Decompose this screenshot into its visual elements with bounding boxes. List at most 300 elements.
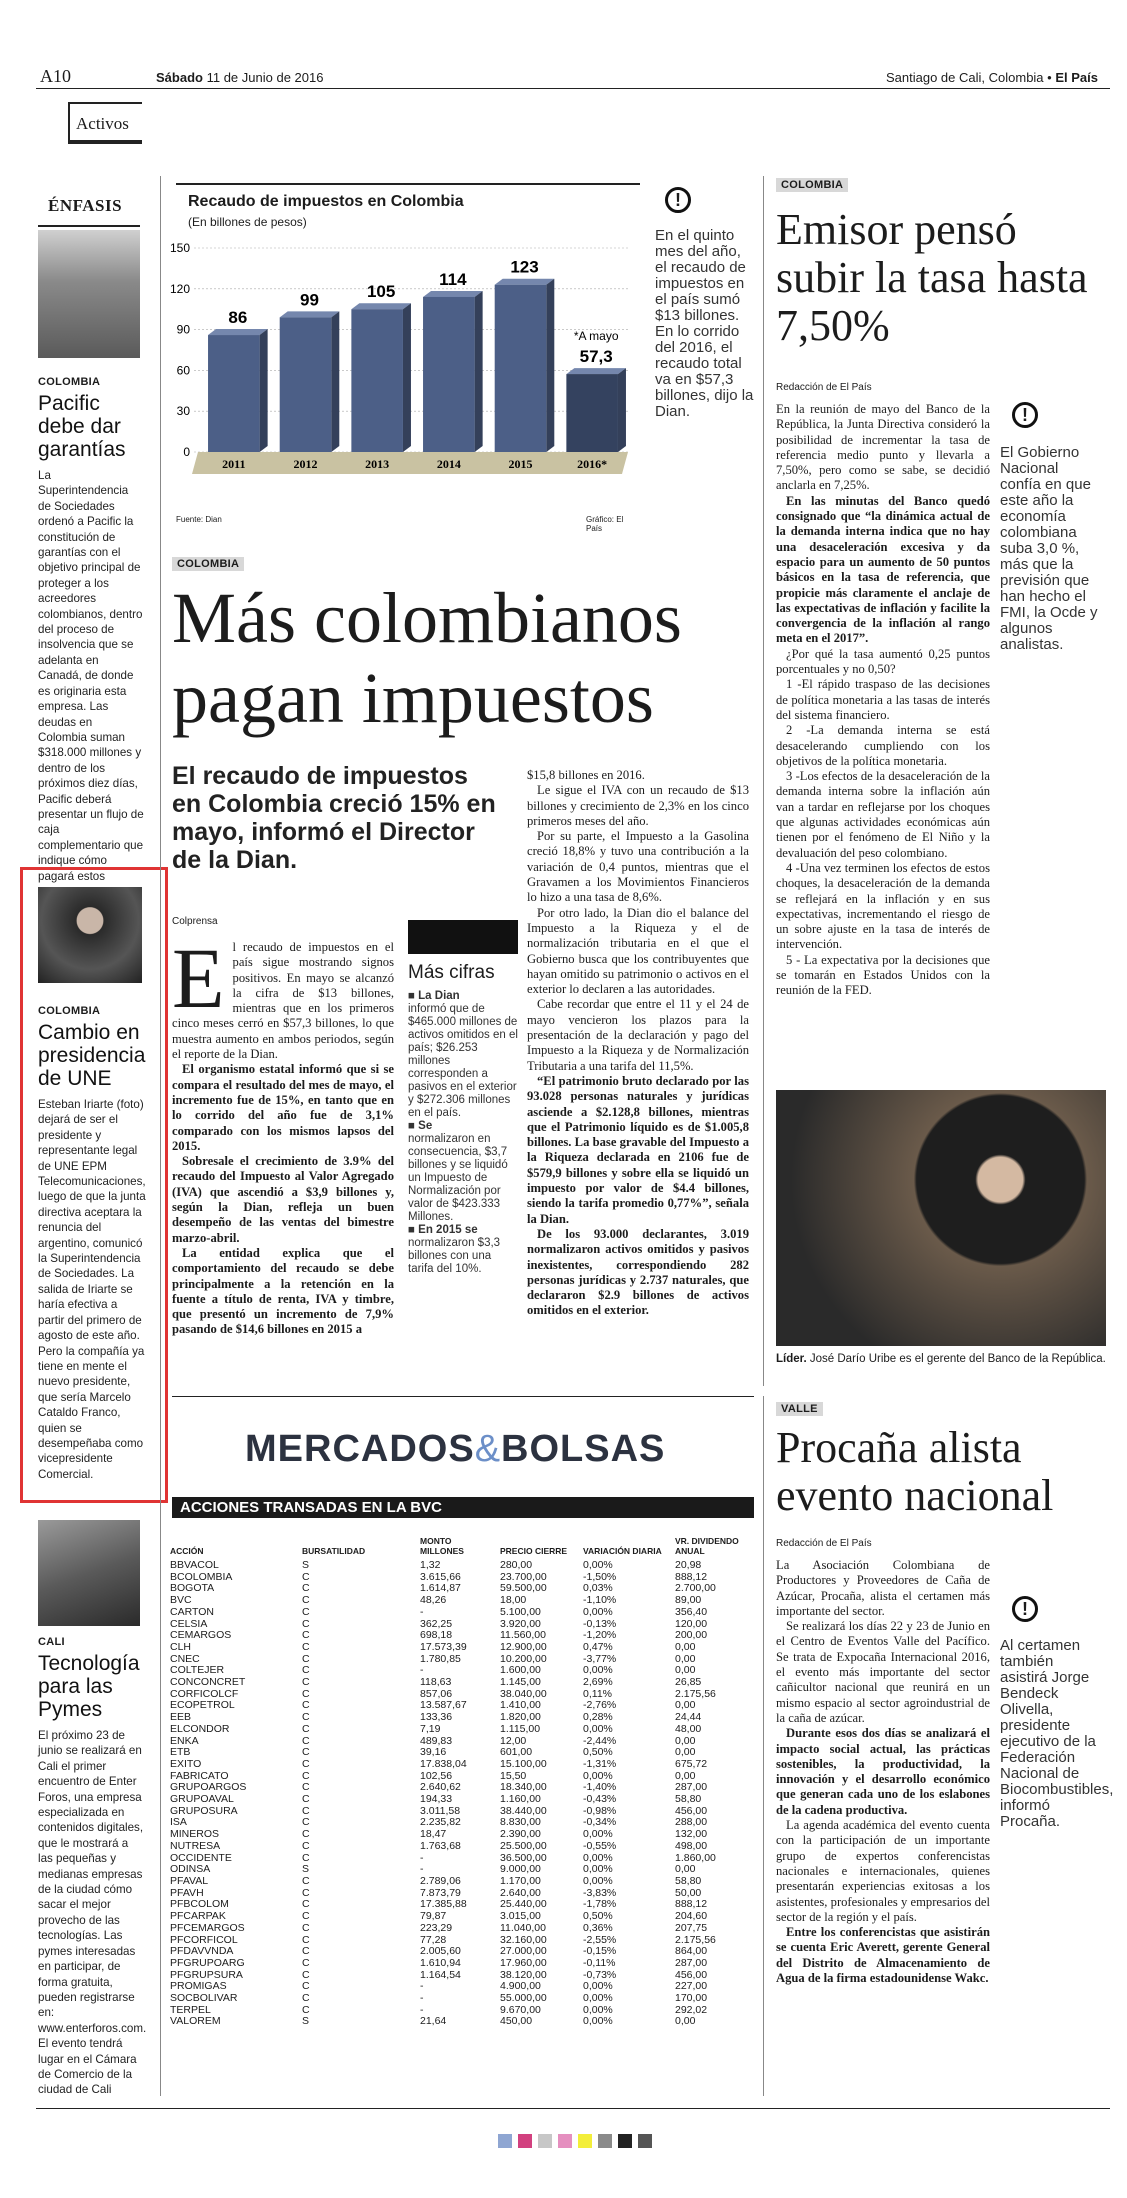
table-row <box>168 1923 753 1935</box>
table-cell: CNEC <box>170 1652 200 1665</box>
table-cell: 1.145,00 <box>500 1676 541 1689</box>
swatch-1 <box>498 2134 512 2148</box>
table-cell: C <box>302 1980 310 1993</box>
table-cell: GRUPOAVAL <box>170 1793 234 1806</box>
table-row <box>168 1560 753 1572</box>
chart-value-label: 57,3 <box>579 347 613 367</box>
page-date-text: 11 de Junio de 2016 <box>206 70 324 85</box>
table-row <box>168 1619 753 1631</box>
table-cell: C <box>302 1828 310 1841</box>
table-cell: 11.040,00 <box>500 1921 546 1934</box>
table-cell: 362,25 <box>420 1617 453 1630</box>
table-cell: 1.170,00 <box>500 1874 541 1887</box>
table-cell: 0,00% <box>583 1874 613 1887</box>
table-cell: 1.763,68 <box>420 1839 461 1852</box>
table-cell: -0,15% <box>583 1945 617 1958</box>
table-cell: 0,00 <box>675 1769 696 1782</box>
main-p11: De los 93.000 declarantes, 3.019 normalizaron activos omitidos y pasivos inexistentes, correspondiendo 282 personas jurídicas y 2.737 naturales, que declararon $2.9 billones de activos omitidos en el exterior. <box>527 1226 749 1318</box>
procana-p1: La Asociación Colombiana de Productores y Proveedores de Caña de Azúcar, Procaña, alista el certamen más importante del sector. <box>776 1558 990 1618</box>
table-header-row <box>168 1524 753 1560</box>
table-cell: 38.040,00 <box>500 1687 547 1700</box>
table-cell: 17.385,88 <box>420 1898 467 1911</box>
table-row <box>168 1583 753 1595</box>
chart-bar <box>280 317 332 452</box>
table-cell: -1,50% <box>583 1570 617 1583</box>
emisor-photo <box>776 1090 1106 1346</box>
table-cell: 9.000,00 <box>500 1863 541 1876</box>
chart-bar-top <box>495 279 555 285</box>
main-p6: Le sigue el IVA con un recaudo de $13 billones y crecimiento de 2,3% en los cinco primeros meses del año. <box>527 783 749 828</box>
emisor-p4: 1 -El rápido traspaso de las decisiones de política monetaria a las tasas de interés del sistema financiero. <box>776 677 990 722</box>
table-cell: 280,00 <box>500 1559 533 1571</box>
main-byline: Colprensa <box>172 916 218 927</box>
table-cell: PFCARPAK <box>170 1910 226 1923</box>
table-cell: C <box>302 1676 310 1689</box>
table-row <box>168 2005 753 2017</box>
s1-title: Pacific debe dar garantías <box>38 392 126 461</box>
table-cell: 194,33 <box>420 1793 453 1806</box>
table-cell: 77,28 <box>420 1933 447 1946</box>
procana-note-icon: ! <box>1012 1596 1038 1622</box>
table-cell: 11.560,00 <box>500 1629 546 1642</box>
main-p4: La entidad explica que el comportamiento del recaudo se debe principalmente a la retención en la fuente a título de renta, IVA y timbre, que presentó un incremento de 7,9% pasando de $14,6 billones en 2015 a <box>172 1245 394 1337</box>
table-cell: 7,19 <box>420 1722 441 1735</box>
table-cell: 356,40 <box>675 1605 708 1618</box>
table-cell: -3,77% <box>583 1652 617 1665</box>
header-rule <box>36 88 1110 89</box>
table-row <box>168 1607 753 1619</box>
table-cell: C <box>302 1617 310 1630</box>
pymes-photo <box>38 1520 140 1626</box>
table-cell: 10.200,00 <box>500 1652 547 1665</box>
table-cell: 0,11% <box>583 1687 612 1700</box>
table-cell: GRUPOARGOS <box>170 1781 247 1794</box>
table-row <box>168 1970 753 1982</box>
mas-t3: normalizaron $3,3 billones con una tarifa del 10%. <box>408 1237 501 1275</box>
procana-p4: La agenda académica del evento cuenta con la participación de un importante grupo de expertos conferencistas nacionales e internacionales, quienes presentarán experiencias exitosas a los asistentes, profesionales y empresarios del sector de la región y el país. <box>776 1818 990 1924</box>
table-cell: C <box>302 1629 310 1642</box>
chart-ytick: 120 <box>169 281 190 296</box>
table-cell: 2.789,06 <box>420 1874 461 1887</box>
table-row <box>168 1794 753 1806</box>
emisor-p6: 3 -Los efectos de la desaceleración de la demanda interna sobre la inflación aún van a tardar en reflejarse por los choques que algunas actividades económicas aún tienen por el fenómeno de El Niño y la devaluación del peso colombiano. <box>776 769 990 860</box>
table-cell: 32.160,00 <box>500 1933 547 1946</box>
chart-value-label: 99 <box>300 290 319 310</box>
table-cell: PROMIGAS <box>170 1980 227 1993</box>
color-bar <box>498 2134 658 2153</box>
table-cell: -0,13% <box>583 1617 617 1630</box>
chart-bar <box>495 285 547 452</box>
chart-bar-side <box>475 291 483 452</box>
table-cell: 498,00 <box>675 1839 708 1852</box>
table-cell: 0,47% <box>583 1640 613 1653</box>
table-cell: - <box>420 2003 424 2016</box>
chart-ytick: 90 <box>176 322 190 337</box>
table-cell: ETB <box>170 1746 191 1759</box>
table-cell: 25.440,00 <box>500 1898 547 1911</box>
table-cell: 3.615,66 <box>420 1570 461 1583</box>
main-p8: Por otro lado, la Dian dio el balance del Impuesto a la Riqueza y el de normalización tributaria en el que el Gobierno busca que los contribuyentes que hayan omitido su patrimonio o activos en el exterior lo declaren a las autoridades. <box>527 905 749 997</box>
table-cell: 0,00 <box>675 2015 696 2028</box>
s2-title: Cambio en presidencia de UNE <box>38 1021 146 1090</box>
chart-ytick: 150 <box>169 241 190 255</box>
chart-xtick: 2015 <box>508 457 533 471</box>
procana-byline: Redacción de El País <box>776 1538 872 1549</box>
table-cell: C <box>302 1711 310 1724</box>
table-row <box>168 1642 753 1654</box>
table-cell: 0,00 <box>675 1863 696 1876</box>
table-cell: PFDAVVNDA <box>170 1945 234 1958</box>
table-cell: - <box>420 1980 424 1993</box>
chart-value-label: 114 <box>439 269 467 289</box>
chart-svg <box>169 225 640 525</box>
s3-text: El próximo 23 de junio se realizará en Cali el primer encuentro de Enter Foros, una empresa especializada en contenidos digitales, que le mostrará a las pequeñas y medianas empresas de la ciudad cómo sacar el mejor provecho de las tecnologías. Las pymes interesadas en participar, de forma gratuita, pueden registrarse en: www.enterforos.com. El evento tendrá lugar en el Cámara de Comercio de la ciudad de Cali <box>38 1729 147 2097</box>
emisor-byline: Redacción de El País <box>776 382 872 393</box>
table-cell: 2.700,00 <box>675 1582 716 1595</box>
table-cell: C <box>302 1839 310 1852</box>
table-cell: 1.610,94 <box>420 1956 461 1969</box>
main-kicker: COLOMBIA <box>172 557 244 571</box>
table-cell: C <box>302 1594 310 1607</box>
chart-xtick: 2011 <box>222 457 246 471</box>
table-cell: -2,55% <box>583 1933 617 1946</box>
table-cell: 0,00% <box>583 1722 613 1735</box>
table-cell: 36.500,00 <box>500 1851 547 1864</box>
table-cell: 79,87 <box>420 1910 447 1923</box>
table-cell: 864,00 <box>675 1945 708 1958</box>
table-cell: 132,00 <box>675 1828 708 1841</box>
mas-h2-label: Se <box>418 1120 433 1132</box>
table-cell: C <box>302 1605 310 1618</box>
chart-note: En el quinto mes del año, el recaudo de impuestos en el país sumó $13 billones. En lo corrido del 2016, el recaudo total va en $57,3 billones, dijo la Dian. <box>655 227 754 420</box>
une-photo <box>38 887 142 983</box>
table-cell: C <box>302 1886 310 1899</box>
mas-cifras-box <box>408 920 518 1276</box>
table-cell: C <box>302 2003 310 2016</box>
table-cell: S <box>302 1559 310 1571</box>
table-cell: 2,69% <box>583 1676 613 1689</box>
table-cell: -0,11% <box>583 1956 616 1969</box>
page-day: Sábado <box>156 70 203 85</box>
chart-xtick: 2012 <box>293 457 318 471</box>
chart-bar <box>566 374 618 452</box>
table-cell: -2,44% <box>583 1734 617 1747</box>
main-p9: Cabe recordar que entre el 11 y el 24 de mayo vencieron los plazos para la presentación de la declaración y pago del Impuesto a la Riqueza y de Normalización Tributaria a una tarifa del 11,5%. <box>527 997 749 1073</box>
main-headline-1: Más colombianos <box>172 578 682 658</box>
chart-bar-top <box>280 311 340 317</box>
section-underline <box>70 140 142 144</box>
swatch-5 <box>578 2134 592 2148</box>
table-cell: 26,85 <box>675 1676 702 1689</box>
table-cell: 0,00 <box>675 1746 696 1759</box>
table-cell: ELCONDOR <box>170 1722 230 1735</box>
table-cell: -1,10% <box>583 1594 617 1607</box>
table-cell: C <box>302 1898 310 1911</box>
table-cell: 18,00 <box>500 1594 527 1607</box>
table-header-cell: BURSATILIDAD <box>302 1546 366 1556</box>
table-cell: 1.614,87 <box>420 1582 461 1595</box>
table-cell: C <box>302 1874 310 1887</box>
chart-value-label: 86 <box>228 308 248 328</box>
table-cell: 39,16 <box>420 1746 447 1759</box>
chart-bar <box>351 309 403 452</box>
table-cell: PFAVAL <box>170 1874 209 1887</box>
main-p5: $15,8 billones en 2016. <box>527 768 645 782</box>
table-row <box>168 1712 753 1724</box>
table-cell: C <box>302 1640 310 1653</box>
s3-title: Tecnología para las Pymes <box>38 1652 140 1721</box>
emisor-caption <box>776 1352 1106 1366</box>
table-cell: C <box>302 1652 310 1665</box>
table-cell: 17.838,04 <box>420 1757 467 1770</box>
table-cell: 0,00% <box>583 1769 613 1782</box>
table-cell: 1.860,00 <box>675 1851 716 1864</box>
table-cell: C <box>302 1933 310 1946</box>
table-cell: - <box>420 1863 424 1876</box>
table-cell: C <box>302 1910 310 1923</box>
chart-credit: Gráfico: El País <box>586 515 624 533</box>
table-cell: 25.500,00 <box>500 1839 547 1852</box>
emisor-kicker: COLOMBIA <box>776 178 848 192</box>
page-location: Santiago de Cali, Colombia • El País <box>886 70 1098 85</box>
table-cell: 18,47 <box>420 1828 447 1841</box>
table-cell: 489,83 <box>420 1734 453 1747</box>
emisor-caption-bold: Líder. <box>776 1353 807 1365</box>
table-cell: BOGOTA <box>170 1582 215 1595</box>
chart-xtick: 2013 <box>365 457 390 471</box>
chart-bar-side <box>331 311 339 452</box>
emisor-caption-text: José Darío Uribe es el gerente del Banco de la República. <box>809 1353 1106 1365</box>
table-row <box>168 1724 753 1736</box>
table-cell: BBVACOL <box>170 1559 219 1571</box>
table-cell: 18.340,00 <box>500 1781 547 1794</box>
table-cell: 2.005,60 <box>420 1945 461 1958</box>
table-cell: GRUPOSURA <box>170 1804 238 1817</box>
table-cell: 0,00 <box>675 1664 696 1677</box>
table-cell: C <box>302 1664 310 1677</box>
table-cell: 58,80 <box>675 1793 702 1806</box>
table-row <box>168 1899 753 1911</box>
table-cell: C <box>302 1781 310 1794</box>
page-date <box>156 70 323 85</box>
table-cell: - <box>420 1992 424 2005</box>
table-cell: 89,00 <box>675 1594 702 1607</box>
table-row <box>168 1736 753 1748</box>
table-cell: CORFICOLCF <box>170 1687 239 1700</box>
procana-kicker: VALLE <box>776 1402 823 1416</box>
chart-ytick: 0 <box>183 445 190 459</box>
table-cell: 0,00% <box>583 1851 613 1864</box>
table-cell: CONCONCRET <box>170 1676 246 1689</box>
chart-source: Fuente: Dian <box>176 515 222 524</box>
table-cell: C <box>302 1769 310 1782</box>
chart-bar-top <box>208 329 268 335</box>
swatch-4 <box>558 2134 572 2148</box>
drop-cap: E <box>172 930 225 1026</box>
table-cell: PFCORFICOL <box>170 1933 238 1946</box>
table-cell: 133,36 <box>420 1711 453 1724</box>
table-cell: 204,60 <box>675 1910 708 1923</box>
table-cell: 102,56 <box>420 1769 453 1782</box>
s2-text: Esteban Iriarte (foto) dejará de ser el presidente y representante legal de UNE EPM Telecomunicaciones, luego de que la junta directiva aceptara la renuncia del argentino, comunicó la Superintendencia de Sociedades. La salida de Iriarte se haría efectiva a partir del primero de agosto de este año. Pero la compañía ya tiene en mente el nuevo presidente, que sería Marcelo Cataldo Franco, quien se desempeñaba como vicepresidente Comercial. <box>38 1098 146 1481</box>
table-cell: 456,00 <box>675 1968 708 1981</box>
table-cell: MINEROS <box>170 1828 220 1841</box>
chart-ytick: 60 <box>176 363 190 378</box>
table-cell: 118,63 <box>420 1676 452 1689</box>
chart-ytick: 30 <box>176 404 190 419</box>
emisor-p3: ¿Por qué la tasa aumentó 0,25 puntos porcentuales y no 0,50? <box>776 646 990 677</box>
pacific-photo <box>38 230 140 358</box>
table-cell: OCCIDENTE <box>170 1851 232 1864</box>
table-cell: PFGRUPOARG <box>170 1956 245 1969</box>
table-cell: -0,34% <box>583 1816 617 1829</box>
table-cell: 12,00 <box>500 1734 527 1747</box>
main-p1: l recaudo de impuestos en el país sigue mostrando signos positivos. En mayo se alcanzó la cifra de $13 billones, mientras que en los primeros cinco meses cerró en $57,3 billones, lo que muestra aumento en ambos periodos, según el reporte de la Dian. <box>172 940 394 1062</box>
chart-subtitle: (En billones de pesos) <box>188 215 307 229</box>
table-cell: 0,03% <box>583 1582 613 1595</box>
chart-xtick: 2016* <box>577 457 608 471</box>
table-row <box>168 1654 753 1666</box>
table-cell: 1.160,00 <box>500 1793 541 1806</box>
mas-cifras-text <box>408 990 518 1276</box>
table-header-cell: MONTO MILLONES <box>420 1536 464 1556</box>
chart-note-icon: ! <box>665 187 691 213</box>
chart-bar-top <box>423 291 483 297</box>
table-cell: EXITO <box>170 1757 202 1770</box>
table-cell: 200,00 <box>675 1629 708 1642</box>
table-cell: C <box>302 1734 310 1747</box>
table-cell: 601,00 <box>500 1746 533 1759</box>
table-cell: -1,78% <box>583 1898 617 1911</box>
table-cell: 21,64 <box>420 2015 447 2028</box>
swatch-2 <box>518 2134 532 2148</box>
table-header-cell: VARIACIÓN DIARIA <box>583 1546 662 1556</box>
chart-bar-top <box>351 303 411 309</box>
table-row <box>168 1665 753 1677</box>
swatch-6 <box>598 2134 612 2148</box>
main-p2: El organismo estatal informó que si se compara el resultado del mes de mayo, el incremento fue de 15%, en tanto que en lo corrido del año fue de 3,1% comparado con los mismos lapsos del 2015. <box>172 1062 394 1153</box>
chart-value-label: 105 <box>366 282 396 302</box>
table-cell: SOCBOLIVAR <box>170 1992 238 2005</box>
table-cell: 223,29 <box>420 1921 453 1934</box>
table-cell: - <box>420 1851 424 1864</box>
procana-p3: Durante esos dos días se analizará el impacto social actual, las prácticas sostenibles, la productividad, la innovación y el desarrollo económico que generan cada uno de los eslabones de la cadena productiva. <box>776 1726 990 1817</box>
table-cell: 456,00 <box>675 1804 708 1817</box>
table-cell: VALOREM <box>170 2015 221 2028</box>
table-cell: S <box>302 2015 310 2028</box>
table-cell: 287,00 <box>675 1956 708 1969</box>
table-cell: -0,73% <box>583 1968 617 1981</box>
table-cell: 0,00% <box>583 1559 613 1571</box>
markets-table <box>168 1524 753 2028</box>
procana-divider <box>763 1396 764 2096</box>
emisor-note-icon: ! <box>1012 402 1038 428</box>
table-row <box>168 1595 753 1607</box>
table-cell: 7.873,79 <box>420 1886 461 1899</box>
table-cell: 287,00 <box>675 1781 708 1794</box>
enfasis-rule <box>38 225 140 227</box>
table-row <box>168 2016 753 2028</box>
table-row <box>168 1876 753 1888</box>
table-cell: EEB <box>170 1711 192 1724</box>
table-cell: 13.587,67 <box>420 1699 467 1712</box>
table-cell: 8.830,00 <box>500 1816 541 1829</box>
table-cell: 2.640,00 <box>500 1886 541 1899</box>
table-cell: 5.100,00 <box>500 1605 541 1618</box>
table-cell: 15,50 <box>500 1769 527 1782</box>
enfasis-label: ÉNFASIS <box>48 196 123 215</box>
table-cell: 698,18 <box>420 1629 453 1642</box>
table-cell: 288,00 <box>675 1816 708 1829</box>
mas-h2: ■ Se <box>408 1120 433 1132</box>
mas-h1: ■ La Dian <box>408 990 460 1002</box>
table-cell: 2.175,56 <box>675 1687 716 1700</box>
markets-amp: & <box>474 1428 502 1470</box>
table-cell: CLH <box>170 1640 192 1653</box>
table-cell: 58,80 <box>675 1874 702 1887</box>
table-cell: COLTEJER <box>170 1664 225 1677</box>
table-cell: 888,12 <box>675 1898 708 1911</box>
sidebar-divider <box>160 176 161 2096</box>
table-cell: C <box>302 1757 310 1770</box>
table-cell: 15.100,00 <box>500 1757 547 1770</box>
table-cell: 50,00 <box>675 1886 702 1899</box>
table-cell: C <box>302 1582 310 1595</box>
table-cell: 0,00 <box>675 1640 696 1653</box>
table-cell: 20,98 <box>675 1559 702 1571</box>
table-cell: C <box>302 1687 310 1700</box>
table-cell: 48,00 <box>675 1722 702 1735</box>
emisor-p8: 5 - La expectativa por la decisiones que se tomarán en Estados Unidos con la reunión de la FED. <box>776 952 990 998</box>
table-cell: 38.120,00 <box>500 1968 547 1981</box>
table-cell: 207,75 <box>675 1921 708 1934</box>
table-cell: 3.015,00 <box>500 1910 541 1923</box>
page-city: Santiago de Cali, Colombia <box>886 70 1044 85</box>
swatch-3 <box>538 2134 552 2148</box>
table-cell: C <box>302 1793 310 1806</box>
markets-title-a: MERCADOS <box>245 1428 475 1470</box>
table-cell: 1.820,00 <box>500 1711 541 1724</box>
chart-annotation: *A mayo <box>573 329 619 344</box>
table-row <box>168 1782 753 1794</box>
table-cell: ODINSA <box>170 1863 211 1876</box>
table-cell: BVC <box>170 1594 192 1607</box>
table-cell: PFAVH <box>170 1886 204 1899</box>
table-cell: 2.175,56 <box>675 1933 716 1946</box>
table-cell: 857,06 <box>420 1687 453 1700</box>
main-p7: Por su parte, el Impuesto a la Gasolina creció 18,8% y tuvo una contribución a la variación de 0,4 puntos, mientras que el Gravamen a los Movimientos Financieros lo hizo a una tasa de 8,6%. <box>527 829 749 905</box>
table-cell: 17.960,00 <box>500 1956 547 1969</box>
table-cell: 1.115,00 <box>500 1722 541 1735</box>
table-cell: 0,00% <box>583 1992 613 2005</box>
table-cell: CELSIA <box>170 1617 208 1630</box>
table-cell: C <box>302 1746 310 1759</box>
table-cell: -0,55% <box>583 1839 617 1852</box>
table-cell: CARTON <box>170 1605 214 1618</box>
mas-cifras-bar <box>408 920 518 954</box>
table-cell: 1.600,00 <box>500 1664 541 1677</box>
table-cell: 0,00 <box>675 1652 696 1665</box>
table-cell: 0,00 <box>675 1699 696 1712</box>
table-cell: 1.410,00 <box>500 1699 541 1712</box>
table-cell: 0,00% <box>583 2003 613 2016</box>
table-cell: 0,50% <box>583 1746 613 1759</box>
table-cell: NUTRESA <box>170 1839 221 1852</box>
table-cell: 292,02 <box>675 2003 708 2016</box>
emisor-p2: En las minutas del Banco quedó consignado que “la dinámica actual de la demanda interna indica que no hay una desaceleración excesiva y da espacio para un aumento de 50 puntos básicos en la tasa de referencia, que propicie más claramente el anclaje de las expectativas de inflación y facilite la convergencia de la inflación al rango meta en el 2017”. <box>776 493 990 646</box>
table-cell: -0,43% <box>583 1793 617 1806</box>
mas-t1: informó que de $465.000 millones de activos omitidos en el país; $26.253 millones corresponden a pasivos en el exterior y $272.306 millones en el país. <box>408 1003 518 1119</box>
